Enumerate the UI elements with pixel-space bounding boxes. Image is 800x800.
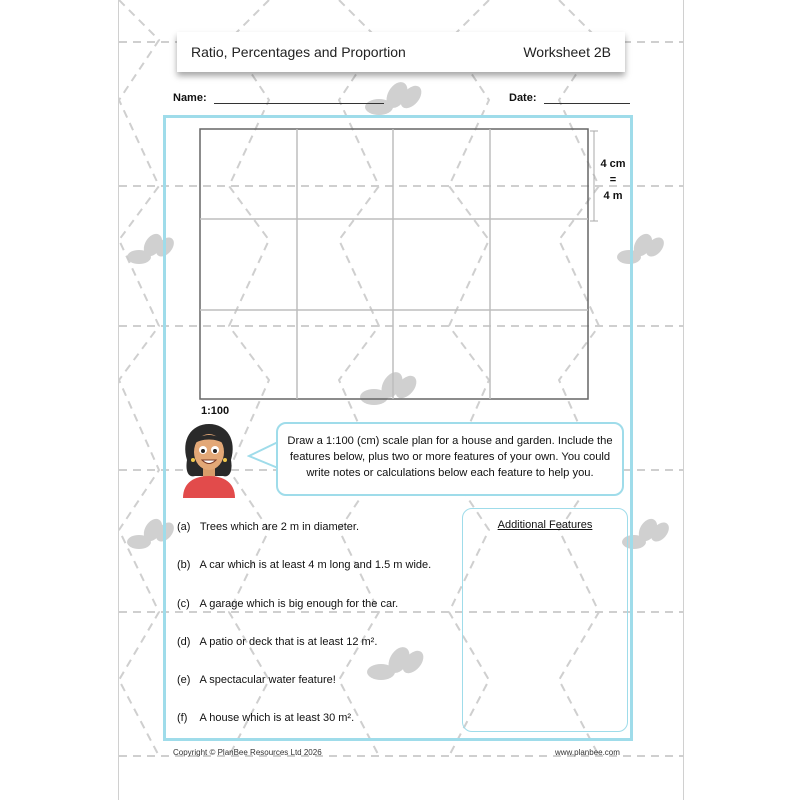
task-text: A patio or deck that is at least 12 m². — [199, 636, 378, 648]
task-label: (a) — [177, 521, 191, 533]
name-label: Name: — [173, 92, 207, 104]
task-text: A garage which is big enough for the car. — [199, 598, 399, 610]
task-item — [177, 636, 377, 648]
task-text: Trees which are 2 m in diameter. — [199, 521, 360, 533]
task-item — [177, 674, 336, 686]
copyright-text: Copyright © PlanBee Resources Ltd 2026 — [173, 748, 322, 757]
name-field[interactable] — [173, 92, 384, 104]
worksheet-header — [177, 32, 625, 72]
task-item — [177, 598, 398, 610]
task-item — [177, 559, 431, 571]
task-text: A house which is at least 30 m². — [199, 712, 355, 724]
scale-equals: = — [609, 174, 617, 186]
scale-ratio: 1:100 — [201, 405, 230, 417]
instructions-bubble: Draw a 1:100 (cm) scale plan for a house and garden. Include the features below, plus two or more features of your own. You could write notes or calculations below each feature to help you. — [276, 422, 624, 496]
worksheet-page — [118, 0, 684, 800]
website-link[interactable]: www.planbee.com — [555, 748, 620, 757]
teacher-avatar — [177, 420, 241, 498]
additional-features-box[interactable] — [462, 508, 628, 732]
date-underline — [544, 103, 630, 104]
task-item — [177, 712, 354, 724]
date-field[interactable] — [509, 92, 630, 104]
drawing-grid[interactable] — [199, 128, 589, 400]
scale-label — [593, 156, 633, 204]
scale-top: 4 cm — [600, 158, 626, 170]
worksheet-title: Ratio, Percentages and Proportion — [191, 44, 406, 60]
worksheet-number: Worksheet 2B — [523, 44, 611, 60]
task-label: (c) — [177, 598, 190, 610]
name-underline — [214, 103, 384, 104]
task-label: (d) — [177, 636, 191, 648]
task-text: A car which is at least 4 m long and 1.5 m wide. — [199, 559, 432, 571]
task-label: (e) — [177, 674, 191, 686]
date-label: Date: — [509, 92, 537, 104]
task-item — [177, 521, 359, 533]
task-text: A spectacular water feature! — [199, 674, 336, 686]
speech-bubble-tail — [247, 440, 279, 470]
task-label: (b) — [177, 559, 191, 571]
scale-bottom: 4 m — [603, 190, 623, 202]
additional-features-title: Additional Features — [497, 519, 593, 531]
task-label: (f) — [177, 712, 188, 724]
